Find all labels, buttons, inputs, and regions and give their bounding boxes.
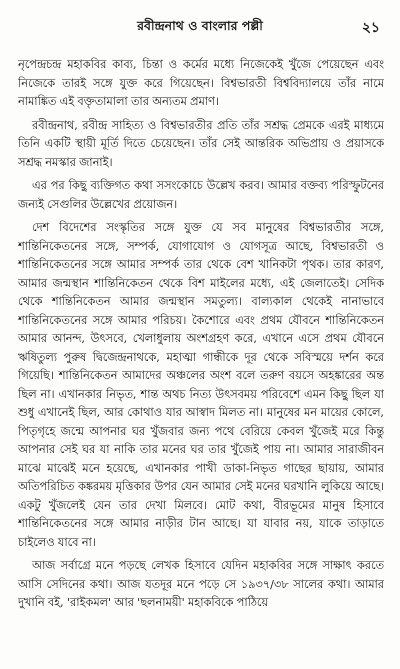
paragraph: রবীন্দ্রনাথ, রবীন্দ্র সাহিত্য ও বিশ্বভারতীর প্রতি তাঁর সশ্রদ্ধ প্রেমকে এরই মাধ্যমে তিনি একটি স্থায়ী মূর্তি দিতে চেয়েছেন। তাঁর সেই আন্তরিক অভিপ্রায় ও প্রয়াসকে সশ্রদ্ধ নমস্কার জানাই।: [18, 118, 384, 169]
running-title: রবীন্দ্রনাথ ও বাংলার পল্লী: [137, 18, 263, 33]
paragraph: দেশ বিদেশের সংস্কৃতির সঙ্গে যুক্ত যে সব মানুষের বিশ্বভারতীর সঙ্গে, শান্তিনিকেতনের সঙ্গে, সম্পর্ক, যোগাযোগ ও যোগসূত্র আছে, বিশ্বভারতী ও শান্তিনিকেতনের সঙ্গে আমার সম্পর্ক তার থেকে বেশ খানিকটা পৃথক। তার কারণ, আমার জন্মস্থান শান্তিনিকেতন থেকে বিশ মাইলের মধ্যে, এই জেলাতেই। সেদিক থেকে শান্তিনিকেতন আমার জন্মস্থান সমতুল্য। বাল্যকাল থেকেই নানাভাবে শান্তিনিকেতনের সঙ্গে আমার পরিচয়। কৈশোরে এবং প্রথম যৌবনে শান্তিনিকেতন আমার আনন্দ, উৎসবে, খেলাধুলায় অংশগ্রহণ করে, এখানে এসে প্রথম যৌবনে ঋষিতুল্য পুরুষ দ্বিজেন্দ্রনাথকে, মহাত্মা গান্ধীকে দূর থেকে সবিস্ময়ে দর্শন করে গিয়েছি। শান্তিনিকেতন আমাদের অঞ্চলের অংশ বলে তরুণ বয়সে অহঙ্কারের অন্ত ছিল না। এখানকার নিভৃত, শান্ত অথচ নিত্য উৎসবময় পরিবেশে এমন কিছু ছিল যা শুধু এখানেই ছিল, আর কোথাও যার আস্বাদ মিলত না। মানুষের মন মায়ের কোলে, পিতৃগৃহে জন্মে আপনার ঘর খুঁজবার জন্য পথে বেরিয়ে কেবল খুঁজেই মরে কিন্তু আপনার সেই ঘর যা নাকি তার মনের ঘর তার খুঁজেই পায় না। আমার সারাজীবন মাঝে মাঝেই মনে হয়েছে, এখানকার পাখী ডাকা-নিভৃত গাছের ছায়ায়, আমার অতিপরিচিত কঙ্করময় মৃত্তিকার উপর যেন আমার সেই মনের ঘরখানি লুকিয়ে আছে। একটু খুঁজলেই যেন তার দেখা মিলবে। মোট কথা, বীরভূমের মানুষ হিসাবে শান্তিনিকেতনের সঙ্গে আমার নাড়ীর টান আছে। যা যাবার নয়, যাকে তাড়াতে চাইলেও যাবে না।: [18, 221, 384, 549]
page-number: ২১: [361, 20, 380, 36]
page-header: [20, 8, 380, 48]
paragraph: আজ সর্বাগ্রে মনে পড়ছে লেখক হিসাবে যেদিন মহাকবির সঙ্গে সাক্ষাৎ করতে আসি সেদিনের কথা। আজ যতদূর মনে পড়ে সে ১৯৩৭/৩৮ সালের কথা। আমার দুখানি বই, 'রাইকমল' আর 'ছলনাময়ী' মহাকবিকে পাঠিয়ে: [18, 559, 384, 609]
paragraph: এর পর কিছু ব্যক্তিগত কথা সসংকোচে উল্লেখ করব। আমার বক্তব্য পরিস্ফুটনের জন্যই সেগুলির উল্লেখের প্রয়োজন।: [18, 179, 384, 211]
body-text: [18, 56, 384, 661]
paragraph: নৃপেন্দ্রচন্দ্র মহাকবির কাব্য, চিন্তা ও কর্মের মধ্যে নিজেকেই খুঁজে পেয়েছেন এবং নিজেকে তারই সঙ্গে যুক্ত করে গিয়েছেন। বিশ্বভারতী বিশ্ববিদ্যালয়ে তাঁর নামে নামাঙ্কিত এই বক্তৃতামালা তার অন্যতম প্রমাণ।: [18, 58, 384, 108]
